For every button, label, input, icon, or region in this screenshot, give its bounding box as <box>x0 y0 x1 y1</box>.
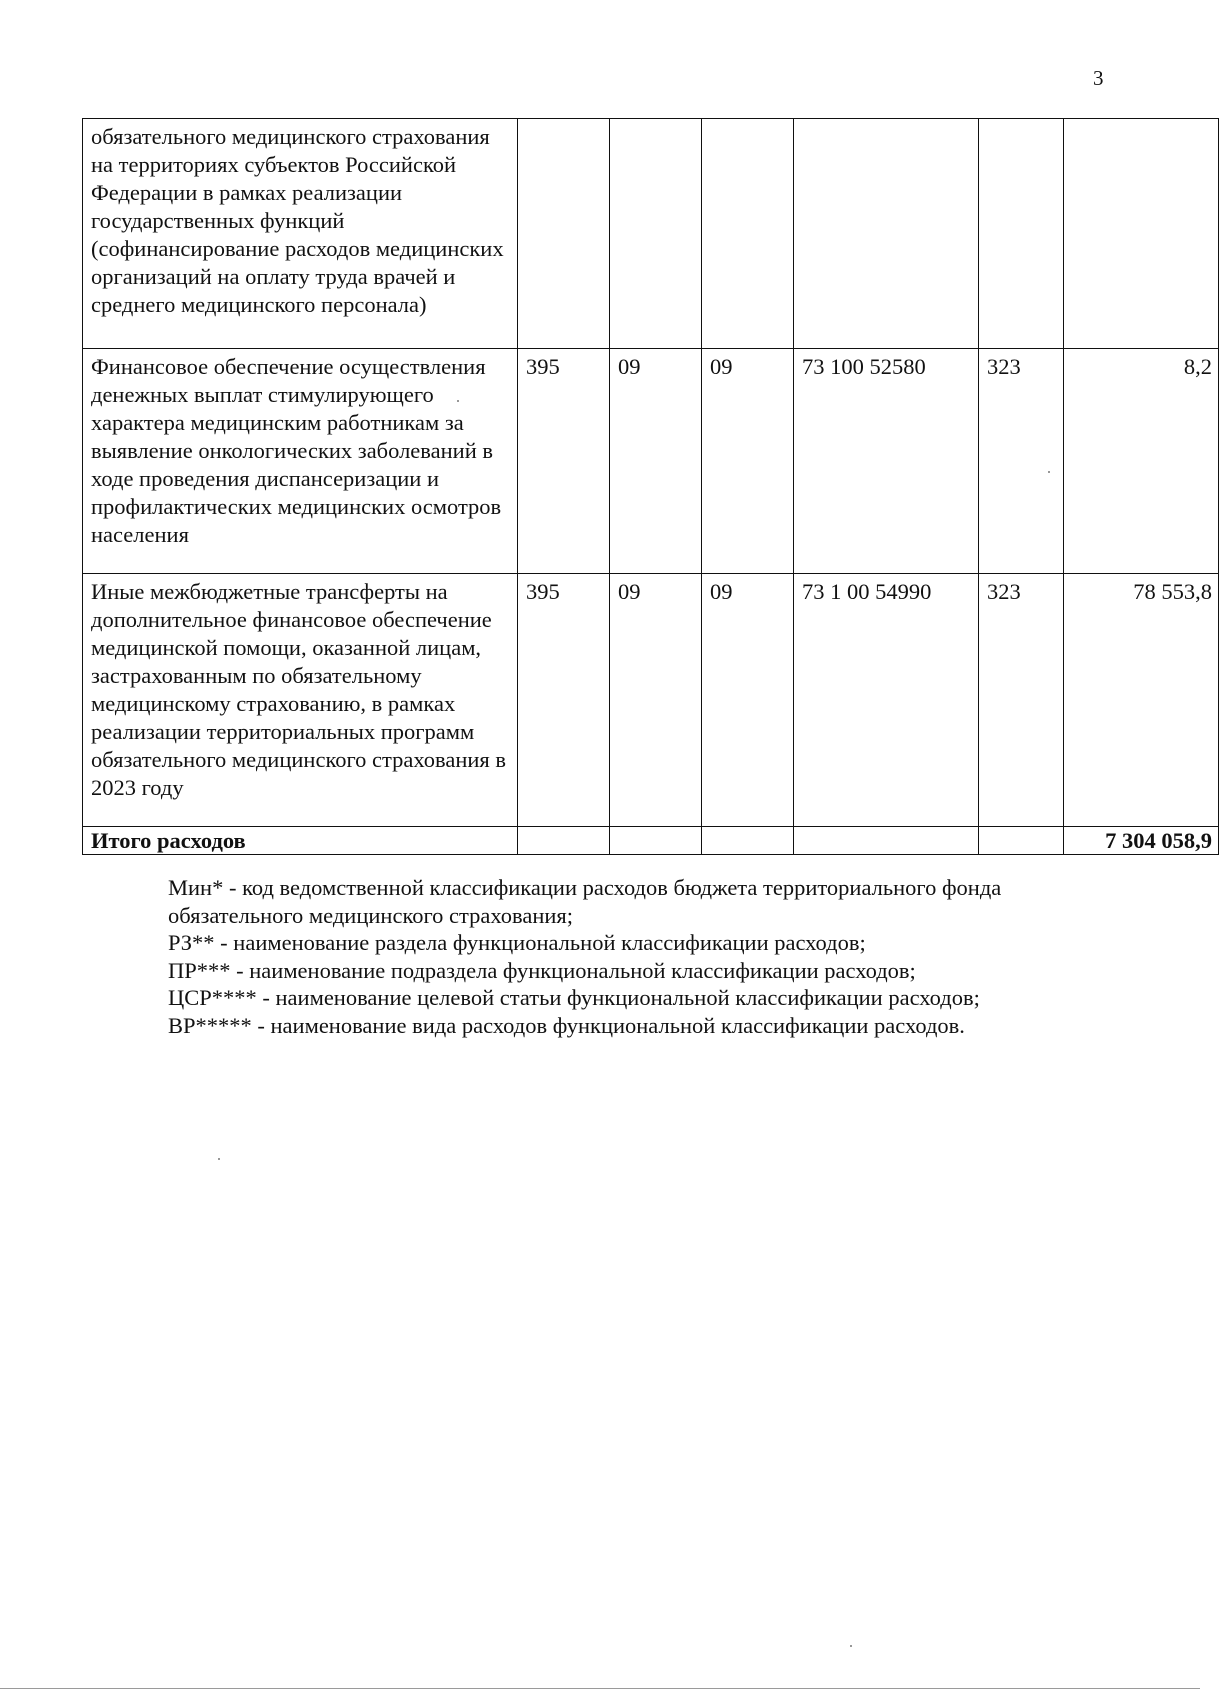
total-row <box>83 827 1219 855</box>
vr-cell: 323 <box>979 574 1064 827</box>
csr-cell: 73 1 00 54990 <box>794 574 979 827</box>
footnote-pr: ПР*** - наименование подраздела функциональной классификации расходов; <box>168 957 916 983</box>
footnotes <box>168 874 1128 1039</box>
footnote-csr: ЦСР**** - наименование целевой статьи функциональной классификации расходов; <box>168 985 980 1010</box>
min-cell <box>518 119 610 349</box>
sum-cell: 78 553,8 <box>1064 574 1219 827</box>
footnote-vr: ВР***** - наименование вида расходов функциональной классификации расходов. <box>168 1012 965 1038</box>
expenditure-table <box>82 118 1219 855</box>
scan-speck <box>218 1158 220 1160</box>
rz-cell: 09 <box>610 349 702 574</box>
table-row <box>83 574 1219 827</box>
row-name-cell: Финансовое обеспечение осуществления денежных выплат стимулирующего характера медицинским работникам за выявление онкологических заболеваний в ходе проведения диспансеризации и профилактических медицинских осмотров населения <box>83 349 518 574</box>
table-row <box>83 119 1219 349</box>
page-number: 3 <box>1093 66 1104 90</box>
footnote-rz: РЗ** - наименование раздела функциональной классификации расходов; <box>168 930 866 955</box>
table-row <box>83 349 1219 574</box>
scan-edge-line <box>0 1688 1200 1689</box>
empty-cell <box>794 827 979 855</box>
csr-cell <box>794 119 979 349</box>
row-name-cell: обязательного медицинского страхования на территориях субъектов Российской Федерации в рамках реализации государственных функций (софинансирование расходов медицинских организаций на оплату труда врачей и среднего медицинского персонала) <box>83 119 518 349</box>
rz-cell <box>610 119 702 349</box>
min-cell: 395 <box>518 349 610 574</box>
rz-cell: 09 <box>610 574 702 827</box>
sum-cell <box>1064 119 1219 349</box>
csr-cell: 73 100 52580 <box>794 349 979 574</box>
scan-speck <box>1048 471 1050 473</box>
empty-cell <box>979 827 1064 855</box>
sum-cell: 8,2 <box>1064 349 1219 574</box>
total-label: Итого расходов <box>83 827 518 855</box>
vr-cell <box>979 119 1064 349</box>
vr-cell: 323 <box>979 349 1064 574</box>
total-sum: 7 304 058,9 <box>1064 827 1219 855</box>
footnote-min-cont: обязательного медицинского страхования; <box>168 902 573 928</box>
pr-cell <box>702 119 794 349</box>
empty-cell <box>702 827 794 855</box>
empty-cell <box>518 827 610 855</box>
row-name-cell: Иные межбюджетные трансферты на дополнительное финансовое обеспечение медицинской помощи, оказанной лицам, застрахованным по обязательному медицинскому страхованию, в рамках реализации территориальных программ обязательного медицинского страхования в 2023 году <box>83 574 518 827</box>
footnote-min: Мин* - код ведомственной классификации расходов бюджета территориального фонда <box>168 875 1002 900</box>
scan-speck <box>850 1645 852 1647</box>
min-cell: 395 <box>518 574 610 827</box>
empty-cell <box>610 827 702 855</box>
pr-cell: 09 <box>702 349 794 574</box>
pr-cell: 09 <box>702 574 794 827</box>
scan-speck <box>457 400 459 402</box>
